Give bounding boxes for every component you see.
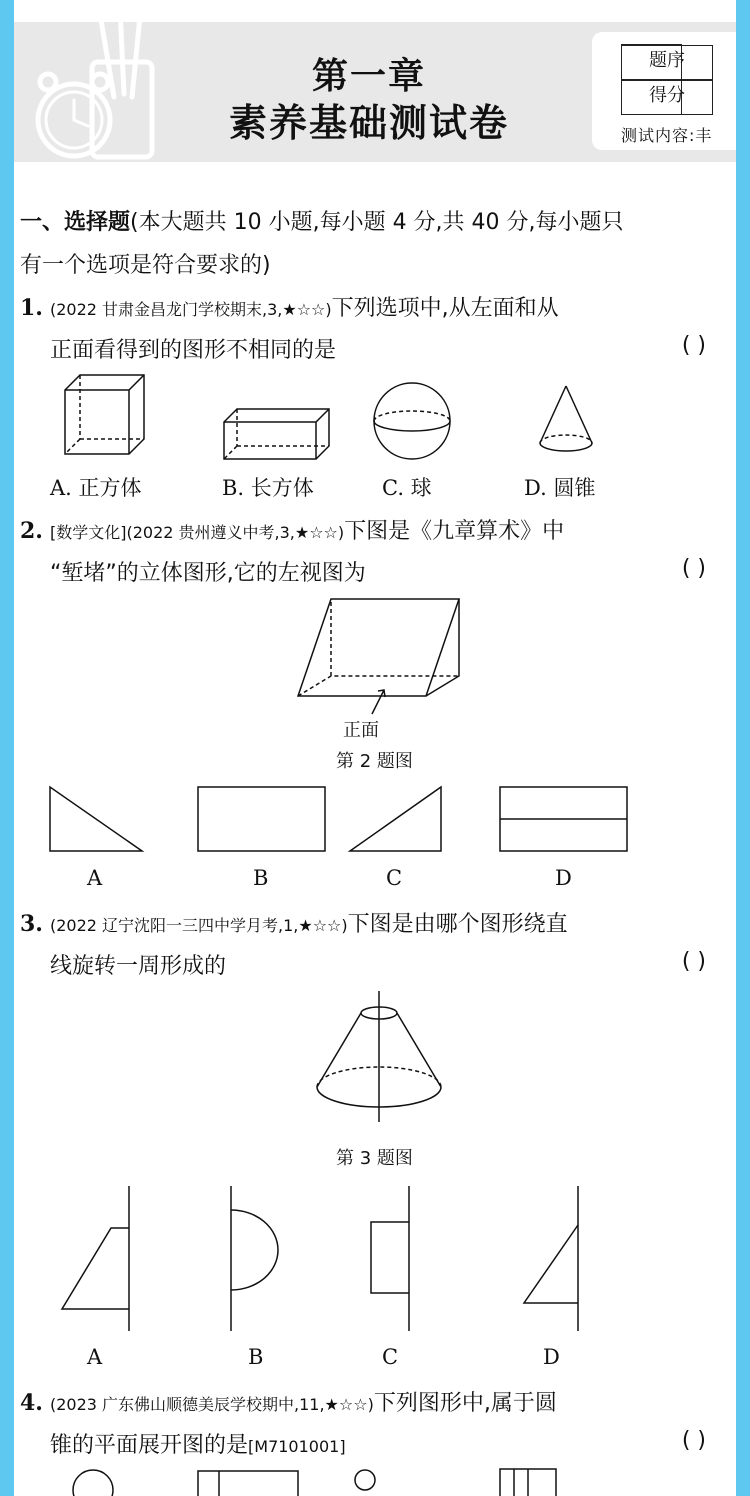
cuboid-figure (223, 408, 333, 463)
score-row-label: 得分 (621, 80, 713, 115)
figure-2-caption: 第 2 题图 (336, 751, 413, 772)
question-source: (2022 贵州遵义中考,3,★☆☆) (126, 523, 345, 542)
option-d-label: D. 圆锥 (524, 476, 596, 500)
option-d-label: D (555, 866, 572, 890)
section-description: (本大题共 10 小题,每小题 4 分,共 40 分,每小题只 (130, 210, 624, 235)
qiandu-prism-figure (296, 596, 461, 716)
section-heading-line (20, 205, 624, 236)
option-c-rectangle-shape (369, 1185, 414, 1333)
cube-figure (64, 374, 149, 464)
question-3-line1 (20, 907, 568, 938)
option-c-label: C (382, 1345, 399, 1369)
option-c-label: C (386, 866, 403, 890)
cone-figure (538, 385, 598, 465)
question-text: 下列选项中,从左面和从 (331, 296, 559, 321)
sphere-figure (373, 382, 453, 462)
question-number: 2. (20, 518, 43, 544)
chapter-title: 第一章 (311, 56, 426, 97)
question-2-line1 (20, 514, 564, 545)
option-a-label: A (87, 1345, 103, 1369)
option-d-net-partial (499, 1468, 559, 1496)
front-view-label: 正面 (343, 720, 379, 741)
option-d-split-rectangle (499, 786, 629, 854)
option-a-label: A. 正方体 (50, 476, 142, 500)
question-1-line2: 正面看得到的图形不相同的是 (50, 338, 337, 363)
question-4-line1 (20, 1386, 557, 1417)
test-title: 素养基础测试卷 (228, 101, 509, 145)
section-description-line2: 有一个选项是符合要求的) (20, 253, 271, 278)
clock-and-pencil-cup-decoration (22, 2, 172, 172)
frustum-rotation-figure (314, 990, 446, 1125)
option-a-net-partial (71, 1468, 116, 1496)
option-a-trapezoid-shape (59, 1185, 134, 1333)
option-c-net-partial (354, 1468, 379, 1496)
option-b-label: B (253, 866, 269, 890)
question-text: 锥的平面展开图的是 (50, 1433, 249, 1458)
score-table-row (621, 80, 682, 115)
option-b-rectangle (197, 786, 327, 854)
question-text: 下图是《九章算术》中 (344, 519, 565, 544)
question-text: 下列图形中,属于圆 (373, 1391, 557, 1416)
question-1-line1 (20, 291, 559, 322)
question-code: [M7101001] (248, 1437, 346, 1456)
option-b-label: B. 长方体 (222, 476, 314, 500)
question-tag: [数学文化] (49, 523, 127, 542)
test-content-label: 测试内容:丰 (621, 126, 713, 145)
figure-3-caption: 第 3 题图 (336, 1148, 413, 1169)
answer-blank: ( ) (681, 1428, 706, 1453)
score-table (621, 44, 685, 115)
question-3-line2: 线旋转一周形成的 (50, 954, 227, 979)
answer-blank: ( ) (681, 333, 706, 358)
answer-blank: ( ) (681, 949, 706, 974)
question-text: 下图是由哪个图形绕直 (347, 912, 568, 937)
option-a-triangle (49, 786, 144, 854)
option-b-net-partial (197, 1470, 302, 1496)
option-a-label: A (87, 866, 103, 890)
question-4-line2 (50, 1428, 346, 1459)
question-source: (2023 广东佛山顺德美辰学校期中,11,★☆☆) (49, 1395, 374, 1414)
section-heading: 一、选择题 (20, 210, 131, 235)
question-number: 3. (20, 911, 43, 937)
option-d-label: D (543, 1345, 560, 1369)
score-table-row (621, 45, 682, 80)
score-row-label: 题序 (621, 45, 713, 80)
question-source: (2022 辽宁沈阳一三四中学月考,1,★☆☆) (49, 916, 348, 935)
answer-blank: ( ) (681, 556, 706, 581)
worksheet-page (14, 0, 736, 1496)
option-c-label: C. 球 (382, 476, 432, 500)
question-number: 4. (20, 1390, 43, 1416)
option-c-triangle (349, 786, 444, 854)
question-source: (2022 甘肃金昌龙门学校期末,3,★☆☆) (49, 300, 332, 319)
option-b-label: B (248, 1345, 264, 1369)
question-2-line2: “堑堵”的立体图形,它的左视图为 (50, 561, 366, 586)
option-d-triangle-shape (521, 1185, 583, 1333)
question-number: 1. (20, 295, 43, 321)
option-b-semicircle-shape (229, 1185, 289, 1333)
